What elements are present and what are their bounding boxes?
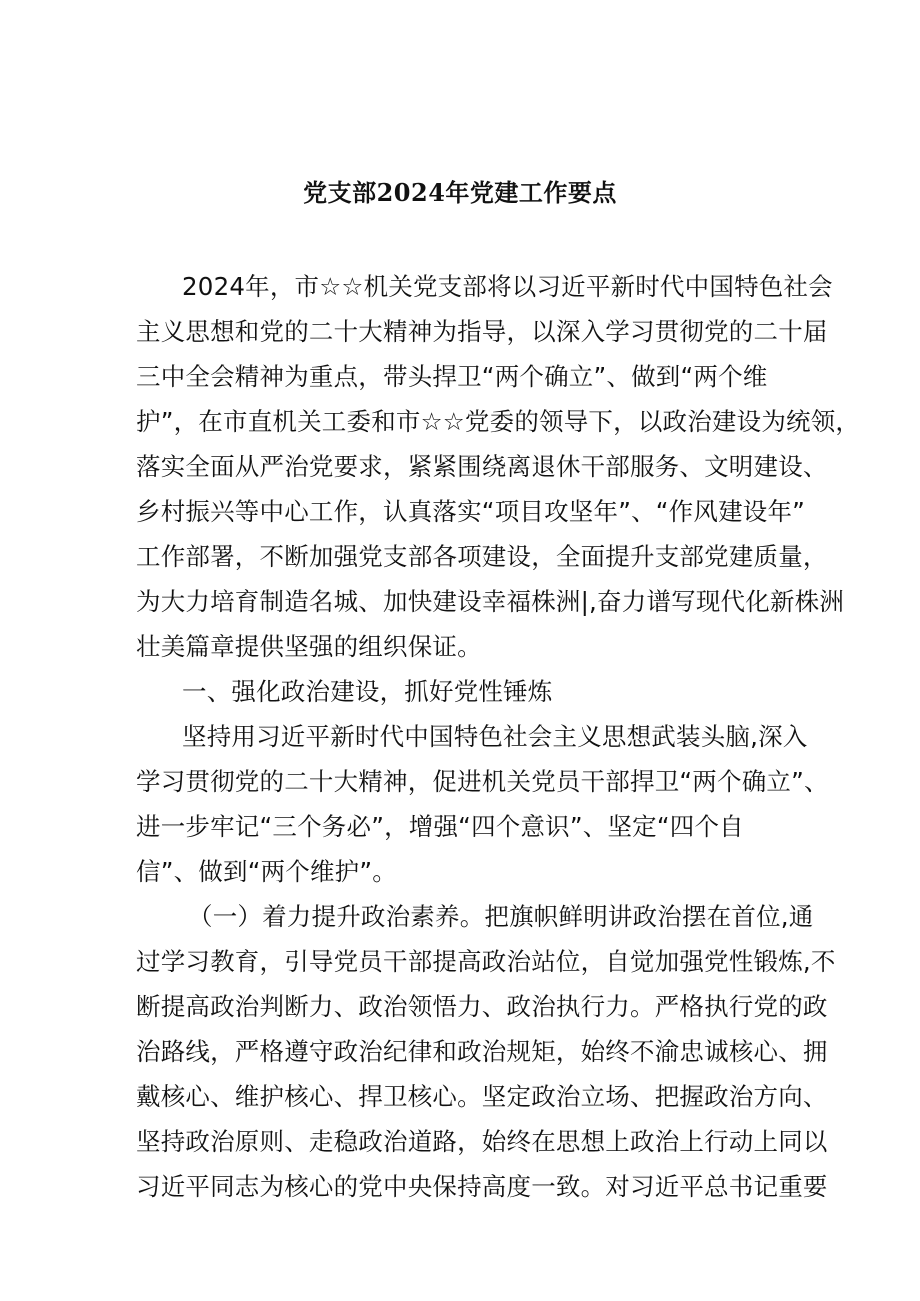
paragraph-line: 2024年，市☆☆机关党支部将以习近平新时代中国特色社会 xyxy=(182,272,833,301)
paragraph-line: 治路线，严格遵守政治纪律和政治规矩，始终不渝忠诚核心、拥 xyxy=(136,1037,828,1066)
paragraph-line: 信”、做到“两个维护”。 xyxy=(136,857,397,886)
paragraph-line: （一）着力提升政治素养。把旗帜鲜明讲政治摆在首位,通 xyxy=(188,902,814,931)
paragraph-line: 工作部署，不断加强党支部各项建设，全面提升支部党建质量， xyxy=(136,542,828,571)
paragraph-line: 戴核心、维护核心、捍卫核心。坚定政治立场、把握政治方向、 xyxy=(136,1082,828,1111)
paragraph-line: 学习贯彻党的二十大精神，促进机关党员干部捍卫“两个确立”、 xyxy=(136,767,829,796)
paragraph-line: 坚持政治原则、走稳政治道路，始终在思想上政治上行动上同以 xyxy=(136,1127,828,1156)
paragraph-line: 进一步牢记“三个务必”，增强“四个意识”、坚定“四个自 xyxy=(136,812,744,841)
paragraph-line: 壮美篇章提供坚强的组织保证。 xyxy=(136,632,482,661)
paragraph-line: 乡村振兴等中心工作，认真落实“项目攻坚年”、“作风建设年” xyxy=(136,497,806,526)
document-title: 党支部2024年党建工作要点 xyxy=(303,178,617,207)
document-body xyxy=(136,264,861,1209)
paragraph-line: 一、强化政治建设，抓好党性锤炼 xyxy=(182,677,553,706)
paragraph-line: 主义思想和党的二十大精神为指导，以深入学习贯彻党的二十届 xyxy=(136,317,828,346)
paragraph-line: 过学习教育，引导党员干部提高政治站位，自觉加强党性锻炼,不 xyxy=(136,947,836,976)
paragraph-line: 坚持用习近平新时代中国特色社会主义思想武装头脑,深入 xyxy=(182,722,808,751)
paragraph-line: 为大力培育制造名城、加快建设幸福株洲|,奋力谱写现代化新株洲 xyxy=(136,587,845,616)
paragraph-line: 断提高政治判断力、政治领悟力、政治执行力。严格执行党的政 xyxy=(136,992,828,1021)
paragraph-line: 三中全会精神为重点，带头捍卫“两个确立”、做到“两个维 xyxy=(136,362,768,391)
paragraph-line: 护”，在市直机关工委和市☆☆党委的领导下，以政治建设为统领， xyxy=(136,407,861,436)
paragraph-line: 习近平同志为核心的党中央保持高度一致。对习近平总书记重要 xyxy=(136,1172,828,1201)
paragraph-line: 落实全面从严治党要求，紧紧围绕离退休干部服务、文明建设、 xyxy=(136,452,828,481)
